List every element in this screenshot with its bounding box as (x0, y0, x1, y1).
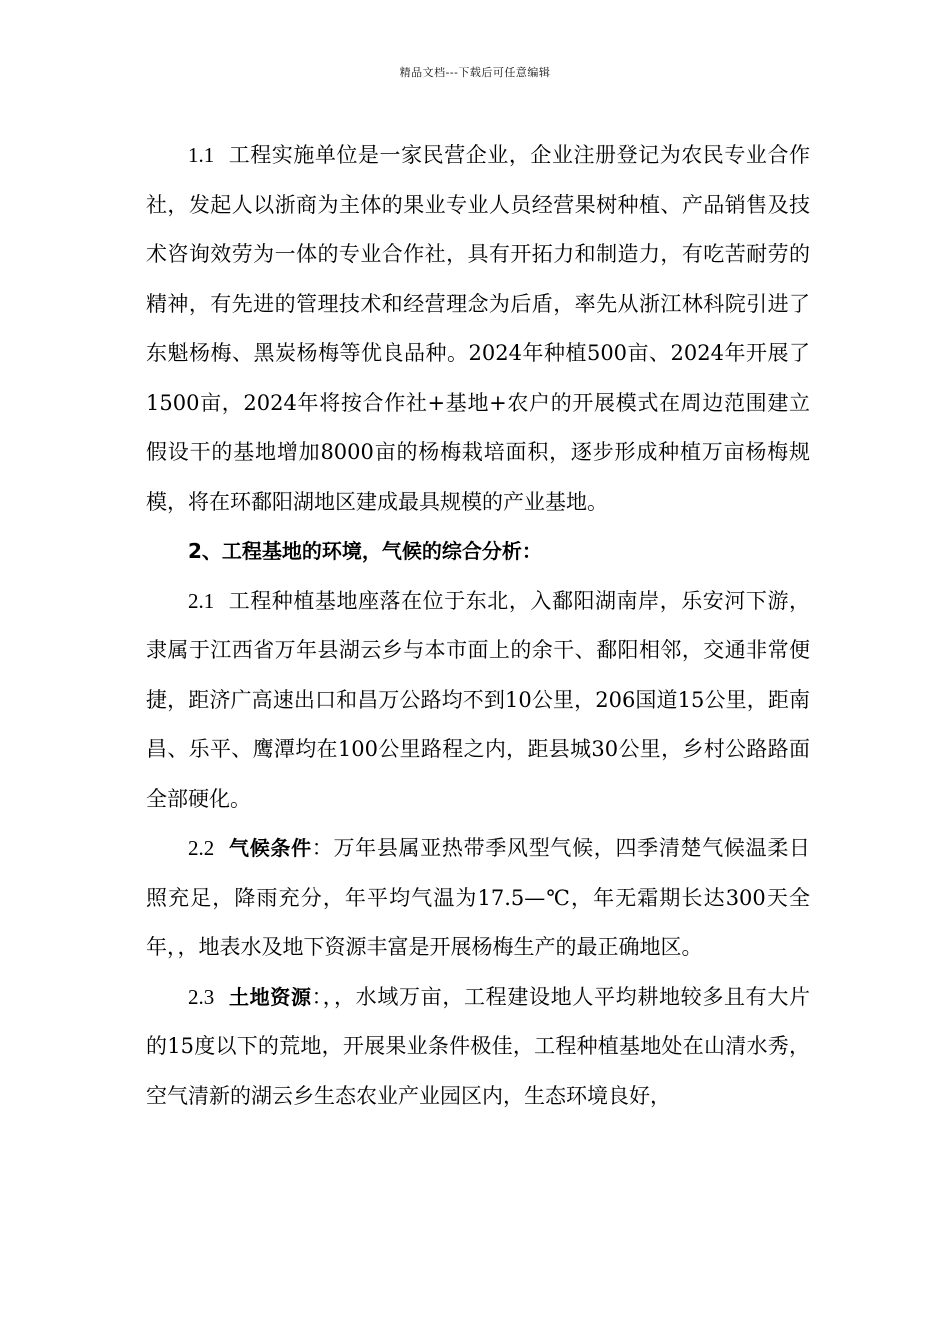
page-header: 精品文档---下载后可任意编辑 (399, 66, 551, 79)
paragraph-2-3 (146, 973, 810, 1122)
section-number: 1.1 (188, 143, 215, 167)
paragraph-2-2 (146, 824, 810, 973)
paragraph-2-1 (146, 577, 810, 825)
paragraph-text: ：万年县属亚热带季风型气候，四季清楚气候温柔日照充足，降雨充分，年平均气温为17.5—℃，年无霜期长达300天全年，，地表水及地下资源丰富是开展杨梅生产的最正确地区。 (146, 836, 811, 959)
section-heading-2: 2、工程基地的环境，气候的综合分析： (188, 539, 542, 563)
document-body (146, 131, 810, 1121)
section-number: 2.1 (188, 588, 215, 613)
paragraph-text: ：，，水域万亩，工程建设地人平均耕地较多且有大片的15度以下的荒地，开展果业条件极佳，工程种植基地处在山清水秀，空气清新的湖云乡生态农业产业园区内，生态环境良好， (146, 984, 811, 1108)
section-number: 2.2 (188, 836, 215, 860)
paragraph-label: 气候条件 (229, 836, 312, 860)
paragraph-text: 工程实施单位是一家民营企业，企业注册登记为农民专业合作社，发起人以浙商为主体的果业专业人员经营果树种植、产品销售及技术咨询效劳为一体的专业合作社，具有开拓力和制造力，有吃苦耐劳的精神，有先进的管理技术和经营理念为后盾，率先从浙江林科院引进了东魁杨梅、黑炭杨梅等优良品种。2024年种植500亩、2024年开展了1500亩，2024年将按合作社+基地+农户的开展模式在周边范围建立假设干的基地增加8000亩的杨梅栽培面积，逐步形成种植万亩杨梅规模，将在环鄱阳湖地区建成最具规模的产业基地。 (146, 143, 810, 514)
paragraph-label: 土地资源 (228, 984, 312, 1009)
section-number: 2.3 (188, 984, 215, 1009)
paragraph-text: 工程种植基地座落在位于东北，入鄱阳湖南岸，乐安河下游，隶属于江西省万年县湖云乡与本市面上的余干、鄱阳相邻，交通非常便捷，距济广高速出口和昌万公路均不到10公里，206国道15公里，距南昌、乐平、鹰潭均在100公里路程之内，距县城30公里，乡村公路路面全部硬化。 (146, 588, 810, 811)
paragraph-1-1 (146, 131, 810, 527)
